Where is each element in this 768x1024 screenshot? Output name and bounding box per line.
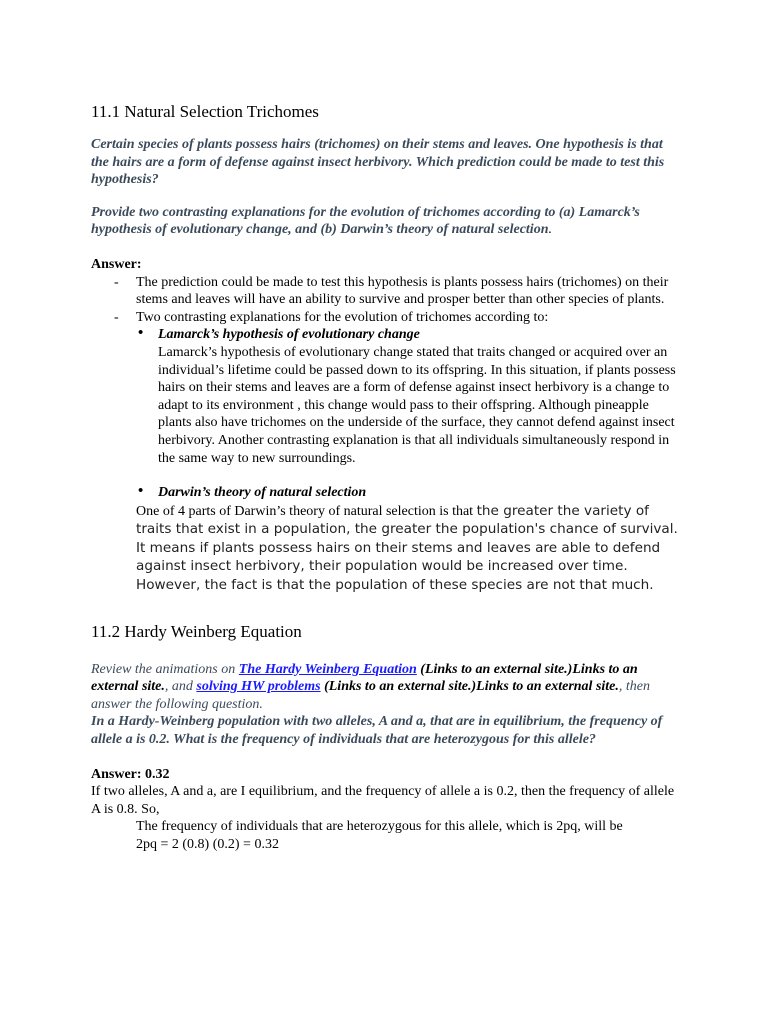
review-instructions (91, 661, 681, 714)
external-link-note-2: (Links to an external site.)Links to an external site. (320, 679, 619, 695)
answer-item-prediction: - The prediction could be made to test this hypothesis is plants possess hairs (trichomes) on their stems and leaves will have an ability to survive and prosper better than other species of plants. (91, 274, 681, 309)
darwin-heading: • Darwin’s theory of natural selection (91, 484, 681, 502)
darwin-text (91, 502, 681, 595)
hw-answer-text: If two alleles, A and a, are I equilibrium, and the frequency of allele a is 0.2, then the frequency of allele A is 0.8. So, (91, 784, 675, 817)
section-title-hardy-weinberg: 11.2 Hardy Weinberg Equation (91, 621, 302, 641)
review-prefix: Review the animations on (91, 661, 239, 677)
hw-answer-label: Answer: 0.32 (91, 766, 170, 782)
external-link-note-1: (Links to an external site.)Links to an external site. (91, 661, 638, 695)
question-heterozygous: In a Hardy-Weinberg population with two alleles, A and a, that are in equilibrium, the frequency of allele a is 0.2. What is the frequency of individuals that are heterozygous for this allele? (91, 714, 663, 748)
question-trichomes-explanations (91, 204, 681, 239)
solving-hw-problems-link[interactable]: solving HW problems (196, 679, 321, 695)
and-text: , and (164, 679, 197, 695)
question-trichomes-prediction: Certain species of plants possess hairs (trichomes) on their stems and leaves. One hypothesis is that the hairs are a form of defense against insect herbivory. Which prediction could be made to test this hypothesis? (91, 137, 665, 188)
darwin-text-serif: One of 4 parts of Darwin’s theory of natural selection is that (136, 503, 477, 519)
lamarck-heading: • Lamarck’s hypothesis of evolutionary change (91, 326, 681, 344)
document-page (91, 102, 681, 854)
review-suffix: , then answer the following question. (91, 679, 650, 712)
answer-label: Answer: (91, 256, 142, 272)
answer-item-explanations: - Two contrasting explanations for the evolution of trichomes according to: (91, 309, 681, 327)
hw-answer-line2: 2pq = 2 (0.8) (0.2) = 0.32 (136, 837, 279, 852)
darwin-text-sans: the greater the variety of traits that exist in a population, the greater the population's chance of survival. It means if plants possess hairs on their stems and leaves are able to defend against insect herbivory, their population would be increased over time. However, the fact is that the population of these species are not that much. (136, 502, 678, 594)
hw-answer-line1: The frequency of individuals that are heterozygous for this allele, which is 2pq, will be (136, 819, 623, 835)
hardy-weinberg-equation-link[interactable]: The Hardy Weinberg Equation (238, 661, 417, 677)
question-text: Provide two contrasting explanations for the evolution of trichomes according to (a) Lamarck’s hypothesis of evolutionary change, and (b) Darwin’s theory of natural selection (91, 204, 640, 238)
section-title-trichomes: 11.1 Natural Selection Trichomes (91, 102, 319, 121)
lamarck-text: Lamarck’s hypothesis of evolutionary change stated that traits changed or acquired over an individual’s lifetime could be passed down to its offspring. In this situation, if plants possess hairs on their stems and leaves are a form of defense against insect herbivory is a change to adapt to its environment , this change would pass to their offspring. Although pineapple plants also have trichomes on the underside of the surface, they cannot defend against insect herbivory. Another contrasting explanation is that all individuals simultaneously respond in the same way to new surroundings. (158, 344, 676, 466)
question-period: . (548, 222, 552, 238)
